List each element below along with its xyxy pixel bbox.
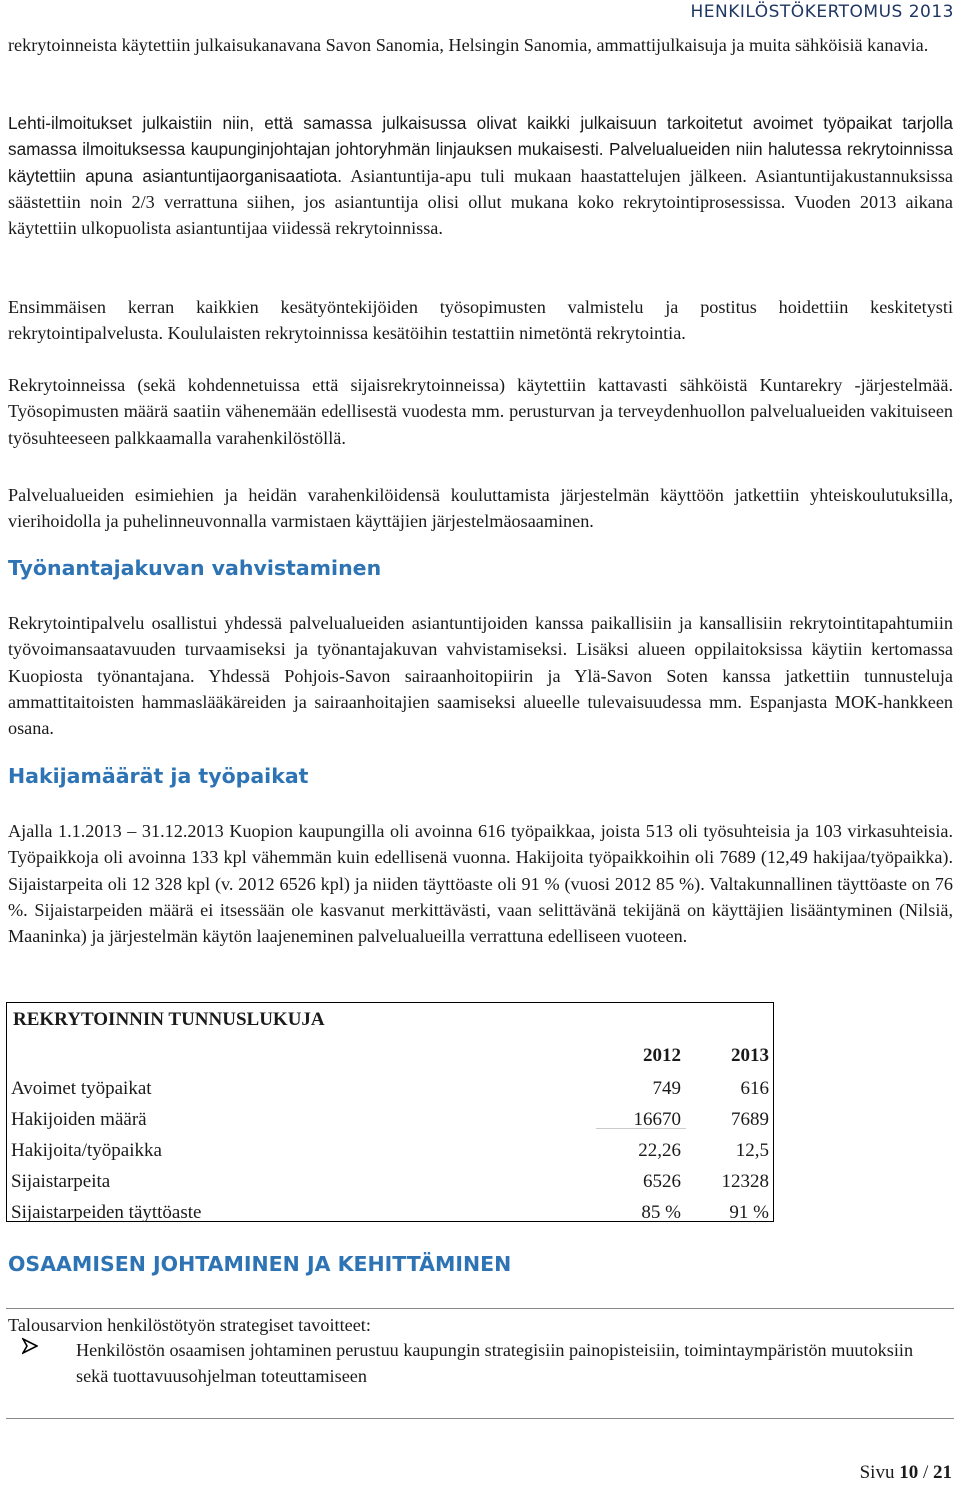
row-value-2013: 12328	[721, 1170, 769, 1192]
row-value-2013: 616	[740, 1077, 769, 1099]
divider-bottom	[6, 1418, 954, 1419]
paragraph-newspaper-ads-sans: Lehti-ilmoitukset julkaistiin niin, että samassa julkaisussa olivat kaikki julkaisuun tarkoitetut avoimet työpaikat tarjolla samassa ilmoituksessa kaupunginjohtajan johtoryhmän linjauksen mukaisesti. Palvelualueiden niin halutessa rekrytoinnissa käytettiin apuna asiantuntijaorganisaatiota.	[8, 113, 953, 186]
page-current: 10	[899, 1462, 919, 1483]
goals-item-text: Henkilöstön osaamisen johtaminen perustuu kaupungin strategisiin painopisteisiin, toimintaympäristön muutoksiin sekä tuottavuusohjelman toteuttamiseen	[76, 1340, 914, 1386]
paragraph-recruitment-events: Rekrytointipalvelu osallistui yhdessä palvelualueiden asiantuntijoiden kanssa paikallisiin ja kansallisiin rekrytointitapahtumiin työvoimansaatavuuden turvaamiseksi ja työnantajakuvan vahvistamiseksi. Lisäksi alueen oppilaitoksissa käytiin kertomassa Kuopiosta työnantajana. Yhdessä Pohjois-Savon sairaanhoitopiirin ja Ylä-Savon Soten kanssa jatkettiin tunnusteluja ammattitaitoisten hammaslääkäreiden ja sairaanhoitajien saamiseksi alueelle tulevaisuudessa mm. Espanjasta MOK-hankkeen osana.	[8, 613, 953, 739]
page-separator: /	[922, 1462, 929, 1483]
heading-applicants-jobs: Hakijamäärät ja työpaikat	[8, 764, 309, 788]
goals-intro: Talousarvion henkilöstötyön strategiset tavoitteet:	[8, 1315, 371, 1335]
page-total: 21	[933, 1462, 952, 1483]
table-header-row	[7, 1039, 773, 1073]
table-header-2013: 2013	[731, 1045, 769, 1066]
table-title: REKRYTOINNIN TUNNUSLUKUJA	[13, 1009, 325, 1030]
row-value-2013: 12,5	[735, 1139, 769, 1161]
table-row	[7, 1135, 773, 1166]
table-row	[7, 1104, 773, 1135]
paragraph-summer-workers: Ensimmäisen kerran kaikkien kesätyöntekijöiden työsopimusten valmistelu ja postitus hoidettiin keskitetysti rekrytointipalvelusta. Koululaisten rekrytoinnissa kesätöihin testattiin nimetöntä rekrytointia.	[8, 297, 953, 344]
row-label: Hakijoita/työpaikka	[11, 1139, 162, 1161]
page-header-title: HENKILÖSTÖKERTOMUS 2013	[690, 2, 954, 22]
row-value-2012: 85 %	[641, 1201, 681, 1223]
heading-competence-management: OSAAMISEN JOHTAMINEN JA KEHITTÄMINEN	[8, 1252, 512, 1276]
kpi-table	[7, 1039, 773, 1228]
paragraph-kuntarekry: Rekrytoinneissa (sekä kohdennetuissa että sijaisrekrytoinneissa) käytettiin kattavasti sähköistä Kuntarekry -järjestelmää. Työsopimusten määrä saatiin vähenemään edellisestä vuodesta mm. perusturvan ja terveydenhuollon palvelualueiden vakituiseen työsuhteeseen palkkaamalla varahenkilöstöllä.	[8, 375, 953, 448]
page-number	[860, 1462, 952, 1484]
row-label: Sijaistarpeiden täyttöaste	[11, 1201, 202, 1223]
table-header-empty	[7, 1039, 597, 1073]
row-value-2012: 6526	[643, 1170, 681, 1192]
paragraph-applicant-stats: Ajalla 1.1.2013 – 31.12.2013 Kuopion kaupungilla oli avoinna 616 työpaikkaa, joista 513 oli työsuhteisia ja 103 virkasuhteisia. Työpaikkoja oli avoinna 133 kpl vähemmän kuin edellisenä vuonna. Hakijoita työpaikkoihin oli 7689 (12,49 hakijaa/työpaikka). Sijaistarpeita oli 12 328 kpl (v. 2012 6526 kpl) ja niiden täyttöaste oli 91 % (vuosi 2012 85 %). Valtakunnallinen täyttöaste on 76 %. Sijaistarpeiden määrä ei itsessään ole kasvanut merkittävästi, vaan selittävänä tekijänä on käyttäjien lisääntyminen (Nilsiä, Maaninka) ja järjestelmän käytön laajeneminen palvelualueilla verrattuna edelliseen vuoteen.	[8, 821, 953, 947]
table-row	[7, 1166, 773, 1197]
paragraph-channels: rekrytoinneista käytettiin julkaisukanavana Savon Sanomia, Helsingin Sanomia, ammattijulkaisuja ja muita sähköisiä kanavia.	[8, 35, 929, 55]
row-label: Sijaistarpeita	[11, 1170, 111, 1192]
table-header-2012: 2012	[643, 1045, 681, 1066]
paragraph-newspaper-ads	[8, 110, 953, 241]
row-value-2013: 7689	[731, 1108, 769, 1130]
row-label: Avoimet työpaikat	[11, 1077, 152, 1099]
table-row	[7, 1197, 773, 1228]
table-cell-divider	[596, 1128, 686, 1129]
paragraph-expert-help: Asiantuntija-apu tuli mukaan haastattelujen jälkeen. Asiantuntijakustannuksissa säästettiin noin 2/3 verrattuna siihen, jos asiantuntija olisi ollut mukana koko rekrytointiprosessissa. Vuoden 2013 aikana käytettiin ulkopuolista asiantuntijaa viidessä rekrytoinnissa.	[8, 165, 953, 239]
row-value-2012: 22,26	[638, 1139, 681, 1161]
paragraph-training: Palvelualueiden esimiehien ja heidän varahenkilöidensä kouluttamista järjestelmän käyttöön jatkettiin yhteiskoulutuksilla, vierihoidolla ja puhelinneuvonnalla varmistaen käyttäjien järjestelmäosaaminen.	[8, 485, 953, 532]
page-prefix: Sivu	[859, 1462, 895, 1483]
arrow-bullet-icon	[22, 1337, 38, 1363]
divider-top	[6, 1308, 954, 1309]
row-value-2012: 749	[652, 1077, 681, 1099]
row-value-2013: 91 %	[729, 1201, 769, 1223]
recruitment-kpi-table	[6, 1002, 774, 1222]
row-label: Hakijoiden määrä	[11, 1108, 147, 1130]
row-value-2012: 16670	[633, 1108, 681, 1130]
heading-employer-image: Työnantajakuvan vahvistaminen	[8, 556, 382, 580]
table-row	[7, 1073, 773, 1104]
